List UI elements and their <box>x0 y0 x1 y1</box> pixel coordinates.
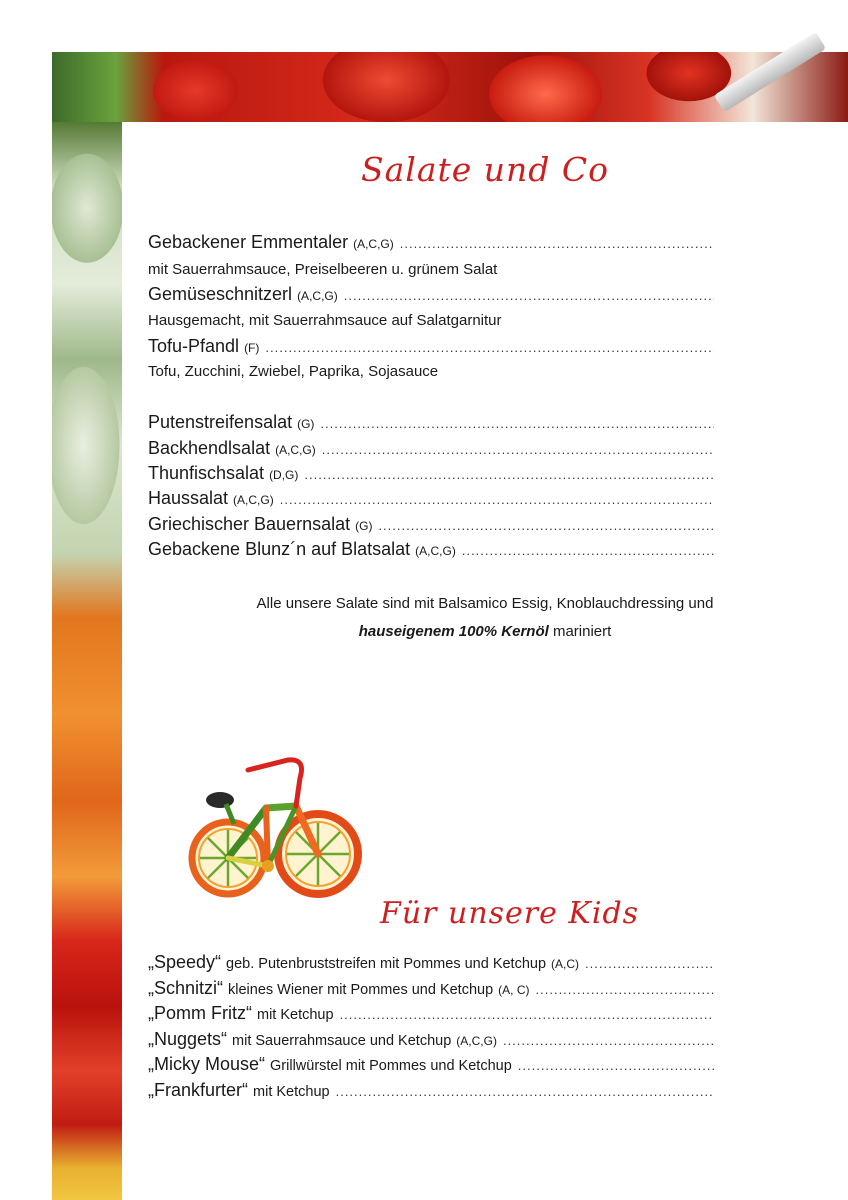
item-name: Gebackener Emmentaler <box>148 232 349 252</box>
menu-item <box>148 1029 714 1050</box>
item-description: mit Ketchup <box>253 1084 330 1100</box>
dot-leader <box>378 518 714 533</box>
item-name: Tofu-Pfandl <box>148 336 240 356</box>
menu-item <box>148 488 714 509</box>
dot-leader <box>585 956 714 971</box>
item-allergens: (A,C,G) <box>353 237 394 251</box>
menu-item <box>148 1054 714 1075</box>
menu-item <box>148 1003 714 1024</box>
dot-leader <box>265 340 714 355</box>
item-description: Tofu, Zucchini, Zwiebel, Paprika, Sojasauce <box>148 363 439 380</box>
item-allergens: (A,C,G) <box>415 544 456 558</box>
item-allergens: (A,C,G) <box>275 443 316 457</box>
vegetable-photo-border-left <box>52 122 122 1200</box>
note-bold: hauseigenem 100% Kernöl <box>358 623 549 640</box>
item-description: Hausgemacht, mit Sauerrahmsauce auf Salatgarnitur <box>148 312 502 329</box>
menu-item <box>148 463 714 484</box>
dot-leader <box>462 543 714 558</box>
note-line1: Alle unsere Salate sind mit Balsamico Essig, Knoblauchdressing und <box>256 595 714 612</box>
salad-dressing-note <box>122 590 848 646</box>
item-name: „Micky Mouse“ <box>148 1054 266 1074</box>
dot-leader <box>322 442 714 457</box>
menu-item <box>148 438 714 459</box>
item-allergens: (D,G) <box>269 468 299 482</box>
item-name: Haussalat <box>148 488 229 508</box>
item-allergens: (A,C,G) <box>456 1034 497 1048</box>
item-name: „Pomm Fritz“ <box>148 1003 252 1023</box>
item-allergens: (A,C,G) <box>233 493 274 507</box>
item-name: „Speedy“ <box>148 952 222 972</box>
item-description: kleines Wiener mit Pommes und Ketchup <box>228 982 494 998</box>
item-description: mit Ketchup <box>256 1007 334 1023</box>
dot-leader <box>400 236 714 251</box>
vegetable-bicycle-illustration <box>188 750 368 900</box>
dot-leader <box>280 492 714 507</box>
menu-item <box>148 284 714 305</box>
item-description: geb. Putenbruststreifen mit Pommes und Ketchup <box>226 956 547 972</box>
dot-leader <box>336 1084 714 1099</box>
menu-item <box>148 232 714 253</box>
dot-leader <box>320 416 714 431</box>
menu-item <box>148 412 714 433</box>
item-allergens: (G) <box>297 417 315 431</box>
menu-item <box>148 978 714 999</box>
vegetable-photo-border-top <box>52 52 848 122</box>
item-allergens: (A, C) <box>498 983 530 997</box>
dot-leader <box>340 1007 714 1022</box>
item-name: „Schnitzi“ <box>148 978 224 998</box>
item-allergens: (F) <box>244 341 260 355</box>
menu-item <box>148 514 714 535</box>
dot-leader <box>344 288 714 303</box>
item-allergens: (G) <box>355 519 373 533</box>
dot-leader <box>536 982 714 997</box>
item-name: Putenstreifensalat <box>148 412 293 432</box>
note-end: mariniert <box>548 623 612 640</box>
item-allergens: (A,C,G) <box>297 289 338 303</box>
menu-item <box>148 952 714 973</box>
item-description: Grillwürstel mit Pommes und Ketchup <box>270 1058 512 1074</box>
item-description: mit Sauerrahmsauce und Ketchup <box>232 1033 452 1049</box>
menu-item <box>148 1080 714 1101</box>
item-name: Thunfischsalat <box>148 463 265 483</box>
item-name: Backhendlsalat <box>148 438 271 458</box>
item-name: Gemüseschnitzerl <box>148 284 293 304</box>
dot-leader <box>503 1033 714 1048</box>
section-title-kids: Für unsere Kids <box>380 896 640 931</box>
fork-image <box>714 32 826 113</box>
menu-item <box>148 539 714 560</box>
section-title-salate: Salate und Co <box>360 150 610 189</box>
dot-leader <box>518 1058 714 1073</box>
dot-leader <box>304 467 714 482</box>
item-name: „Nuggets“ <box>148 1029 228 1049</box>
item-description: mit Sauerrahmsauce, Preiselbeeren u. grünem Salat <box>148 261 498 278</box>
item-name: Gebackene Blunz´n auf Blatsalat <box>148 539 411 559</box>
item-name: „Frankfurter“ <box>148 1080 249 1100</box>
item-name: Griechischer Bauernsalat <box>148 514 351 534</box>
item-allergens: (A,C) <box>551 957 580 971</box>
menu-item <box>148 336 714 357</box>
